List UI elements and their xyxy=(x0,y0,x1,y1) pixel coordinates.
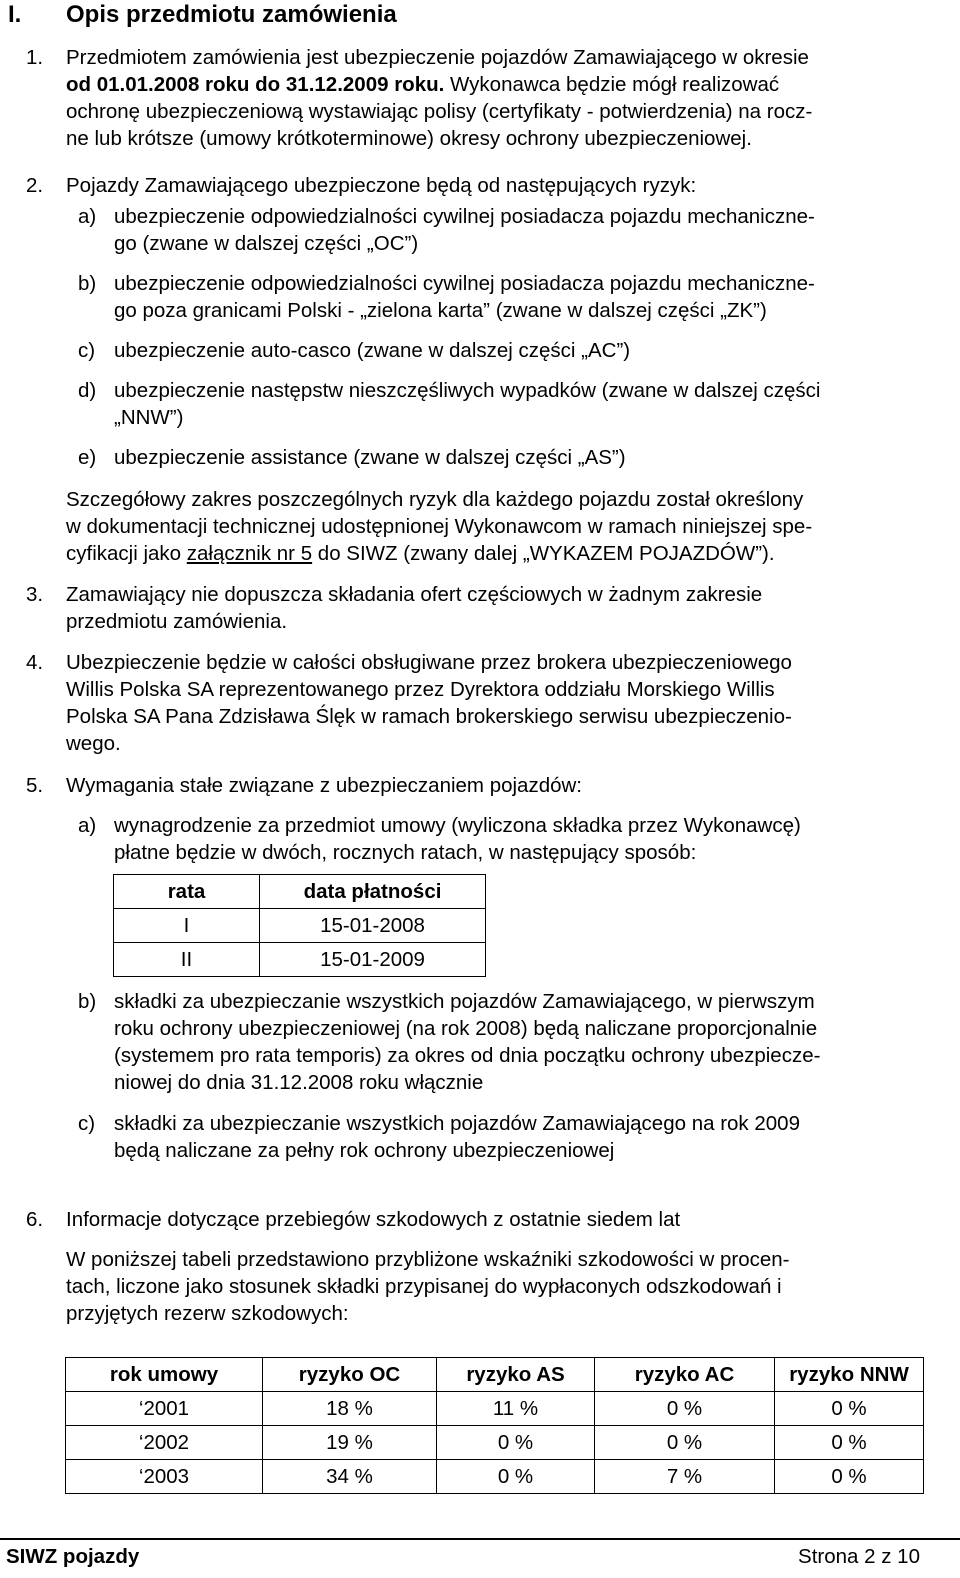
detail-text: do SIWZ (zwany dalej „WYKAZEM POJAZDÓW”). xyxy=(312,542,775,565)
sub-item-e xyxy=(78,444,948,471)
table-cell: 15-01-2008 xyxy=(260,909,486,943)
table-header-cell: ryzyko AC xyxy=(595,1358,775,1392)
section-heading xyxy=(8,0,397,30)
table-header-cell: ryzyko OC xyxy=(263,1358,437,1392)
description-line: tach, liczone jako stosunek składki przypisanej do wypłaconych odszkodowań i xyxy=(66,1275,782,1298)
footer-doc-name: SIWZ pojazdy xyxy=(6,1545,140,1568)
item-6-text: Informacje dotyczące przebiegów szkodowych z ostatnie siedem lat xyxy=(66,1208,681,1231)
table-row xyxy=(66,1392,924,1426)
item-4 xyxy=(26,649,946,757)
description-line: W poniższej tabeli przedstawiono przybliżone wskaźniki szkodowości w procen- xyxy=(66,1248,790,1271)
sub-item-line: go poza granicami Polski - „zielona karta” (zwane w dalszej części „ZK”) xyxy=(114,299,767,322)
table-cell: 0 % xyxy=(775,1392,924,1426)
item-1-line-2 xyxy=(66,71,946,98)
table-header-cell: data płatności xyxy=(260,875,486,909)
sub-item-line: wynagrodzenie za przedmiot umowy (wyliczona składka przez Wykonawcę) xyxy=(114,814,801,837)
item-1-line-3: ochronę ubezpieczeniową wystawiając polisy (certyfikaty - potwierdzenia) na rocz- xyxy=(66,100,813,123)
item-2-number: 2. xyxy=(26,174,44,197)
section-number: I. xyxy=(8,1,22,28)
table-cell: 7 % xyxy=(595,1460,775,1494)
item-4-line-4: wego. xyxy=(66,732,121,755)
item-5-sub-a xyxy=(78,812,948,866)
sub-item-label: a) xyxy=(78,814,97,837)
item-1-period: od 01.01.2008 roku do 31.12.2009 roku. xyxy=(66,73,445,96)
table-row xyxy=(66,1460,924,1494)
item-2-text: Pojazdy Zamawiającego ubezpieczone będą od następujących ryzyk: xyxy=(66,174,697,197)
table-cell: 0 % xyxy=(437,1460,595,1494)
detail-text: cyfikacji jako xyxy=(66,542,187,565)
item-1-line-4: ne lub krótsze (umowy krótkoterminowe) okresy ochrony ubezpieczeniowej. xyxy=(66,127,752,150)
sub-item-line: składki za ubezpieczanie wszystkich pojazdów Zamawiającego na rok 2009 xyxy=(114,1112,800,1135)
sub-item-a xyxy=(78,203,948,257)
item-4-line-3: Polska SA Pana Zdzisława Ślęk w ramach brokerskiego serwisu ubezpieczenio- xyxy=(66,705,792,728)
installments-table xyxy=(113,874,486,977)
sub-item-line: ubezpieczenie następstw nieszczęśliwych wypadków (zwane w dalszej części xyxy=(114,379,821,402)
item-6-description xyxy=(66,1246,946,1327)
sub-item-label: b) xyxy=(78,272,97,295)
item-2 xyxy=(26,172,946,199)
table-header-cell: ryzyko NNW xyxy=(775,1358,924,1392)
item-5-number: 5. xyxy=(26,774,44,797)
table-cell: I xyxy=(114,909,260,943)
table-header-cell: rata xyxy=(114,875,260,909)
table-cell: ‘2001 xyxy=(66,1392,263,1426)
sub-item-line: roku ochrony ubezpieczeniowej (na rok 2008) będą naliczane proporcjonalnie xyxy=(114,1017,818,1040)
table-cell: 0 % xyxy=(775,1426,924,1460)
sub-item-line: ubezpieczenie odpowiedzialności cywilnej posiadacza pojazdu mechaniczne- xyxy=(114,205,815,228)
footer-page-number: Strona 2 z 10 xyxy=(798,1545,920,1568)
table-cell: 0 % xyxy=(437,1426,595,1460)
table-header-row xyxy=(66,1358,924,1392)
sub-item-line: będą naliczane za pełny rok ochrony ubezpieczeniowej xyxy=(114,1139,615,1162)
item-1 xyxy=(26,44,946,152)
table-row xyxy=(66,1426,924,1460)
attachment-reference: załącznik nr 5 xyxy=(186,542,313,565)
loss-ratio-table xyxy=(65,1357,924,1494)
sub-item-line: ubezpieczenie auto-casco (zwane w dalszej części „AC”) xyxy=(114,339,631,362)
item-5-sub-c xyxy=(78,1110,948,1164)
item-1-text-b: Wykonawca będzie mógł realizować xyxy=(444,73,780,96)
item-2-detail xyxy=(66,486,946,567)
table-cell: 0 % xyxy=(595,1426,775,1460)
sub-item-c xyxy=(78,337,948,364)
table-row xyxy=(114,943,486,977)
sub-item-line: płatne będzie w dwóch, rocznych ratach, w następujący sposób: xyxy=(114,841,697,864)
item-6 xyxy=(26,1206,946,1233)
table-cell: 34 % xyxy=(263,1460,437,1494)
table-row xyxy=(114,909,486,943)
table-cell: ‘2002 xyxy=(66,1426,263,1460)
item-4-number: 4. xyxy=(26,651,44,674)
sub-item-d xyxy=(78,377,948,431)
item-5-text: Wymagania stałe związane z ubezpieczaniem pojazdów: xyxy=(66,774,583,797)
sub-item-line: (systemem pro rata temporis) za okres od dnia początku ochrony ubezpiecze- xyxy=(114,1044,821,1067)
sub-item-label: c) xyxy=(78,339,96,362)
sub-item-label: b) xyxy=(78,990,97,1013)
table-cell: II xyxy=(114,943,260,977)
sub-item-line: niowej do dnia 31.12.2008 roku włącznie xyxy=(114,1071,484,1094)
item-1-line-1: Przedmiotem zamówienia jest ubezpieczenie pojazdów Zamawiającego w okresie xyxy=(66,46,809,69)
item-3-line-2: przedmiotu zamówienia. xyxy=(66,610,288,633)
item-3 xyxy=(26,581,946,635)
sub-item-label: d) xyxy=(78,379,97,402)
table-cell: 11 % xyxy=(437,1392,595,1426)
sub-item-label: a) xyxy=(78,205,97,228)
sub-item-line: „NNW”) xyxy=(114,406,184,429)
table-header-cell: rok umowy xyxy=(66,1358,263,1392)
item-3-line-1: Zamawiający nie dopuszcza składania ofert częściowych w żadnym zakresie xyxy=(66,583,763,606)
sub-item-b xyxy=(78,270,948,324)
sub-item-label: e) xyxy=(78,446,97,469)
item-4-line-2: Willis Polska SA reprezentowanego przez Dyrektora oddziału Morskiego Willis xyxy=(66,678,775,701)
table-header-cell: ryzyko AS xyxy=(437,1358,595,1392)
item-6-number: 6. xyxy=(26,1208,44,1231)
table-cell: 15-01-2009 xyxy=(260,943,486,977)
table-cell: 0 % xyxy=(775,1460,924,1494)
item-5-sub-b xyxy=(78,988,948,1096)
section-title: Opis przedmiotu zamówienia xyxy=(66,1,397,28)
sub-item-label: c) xyxy=(78,1112,96,1135)
sub-item-line: składki za ubezpieczanie wszystkich pojazdów Zamawiającego, w pierwszym xyxy=(114,990,815,1013)
table-cell: 0 % xyxy=(595,1392,775,1426)
detail-line-3 xyxy=(66,540,946,567)
table-cell: 19 % xyxy=(263,1426,437,1460)
item-1-number: 1. xyxy=(26,46,44,69)
table-cell: 18 % xyxy=(263,1392,437,1426)
sub-item-line: ubezpieczenie assistance (zwane w dalszej części „AS”) xyxy=(114,446,626,469)
detail-line-1: Szczegółowy zakres poszczególnych ryzyk dla każdego pojazdu został określony xyxy=(66,488,804,511)
description-line: przyjętych rezerw szkodowych: xyxy=(66,1302,349,1325)
table-cell: ‘2003 xyxy=(66,1460,263,1494)
item-5 xyxy=(26,772,946,799)
footer-divider xyxy=(0,1538,960,1540)
table-header-row xyxy=(114,875,486,909)
sub-item-line: ubezpieczenie odpowiedzialności cywilnej posiadacza pojazdu mechaniczne- xyxy=(114,272,815,295)
sub-item-line: go (zwane w dalszej części „OC”) xyxy=(114,232,419,255)
item-3-number: 3. xyxy=(26,583,44,606)
item-4-line-1: Ubezpieczenie będzie w całości obsługiwane przez brokera ubezpieczeniowego xyxy=(66,651,792,674)
detail-line-2: w dokumentacji technicznej udostępnionej Wykonawcom w ramach niniejszej spe- xyxy=(66,515,813,538)
